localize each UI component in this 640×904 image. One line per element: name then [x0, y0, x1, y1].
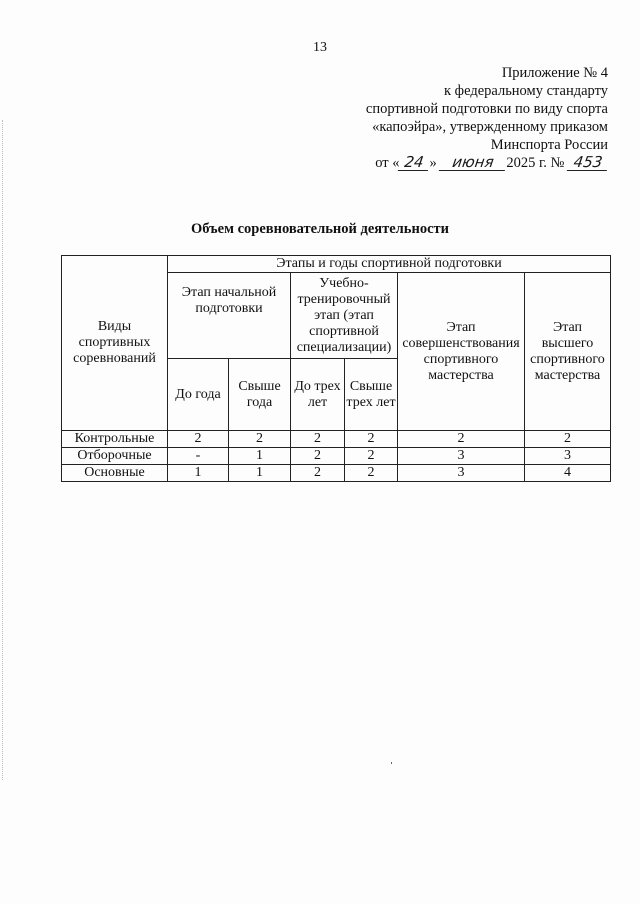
table-cell: 3 [398, 448, 525, 465]
table-cell: 2 [168, 431, 229, 448]
header-stage-higher: Этап высшего спортивного мастерства [525, 273, 611, 431]
header-stage-improvement: Этап совершенствования спортивного мастерства [398, 273, 525, 431]
row-name: Основные [62, 465, 168, 482]
order-month-handwritten: июня [439, 154, 507, 171]
subheader-up-to-three-years: До трех лет [291, 359, 345, 431]
appendix-line-1: Приложение № 4 [501, 65, 608, 81]
document-title: Объем соревновательной деятельности [191, 221, 449, 237]
table-cell: 2 [525, 431, 611, 448]
table-cell: 2 [345, 431, 398, 448]
header-competition-kinds: Виды спортивных соревнований [62, 256, 168, 431]
order-line [278, 154, 608, 172]
subheader-up-to-year: До года [168, 359, 229, 431]
row-name: Контрольные [62, 431, 168, 448]
row-name: Отборочные [62, 448, 168, 465]
table-cell: 2 [291, 465, 345, 482]
table-row [62, 465, 611, 482]
table-cell: 1 [229, 448, 291, 465]
header-stage-initial: Этап начальной подготовки [168, 273, 291, 359]
table-cell: 3 [525, 448, 611, 465]
order-day-handwritten: 24 [398, 154, 430, 171]
subheader-over-three-years: Свыше трех лет [345, 359, 398, 431]
page-number: 13 [313, 40, 327, 55]
table-cell: 2 [398, 431, 525, 448]
table-cell: 3 [398, 465, 525, 482]
competition-volume-table [61, 255, 611, 482]
appendix-line-3: спортивной подготовки по виду спорта [365, 101, 608, 117]
appendix-line-2: к федеральному стандарту [444, 83, 608, 99]
appendix-line-5: Минспорта России [490, 137, 608, 153]
table-cell: 2 [291, 448, 345, 465]
order-year: 2025 г. № [506, 155, 565, 171]
order-number-handwritten: 453 [567, 154, 609, 171]
table-row [62, 448, 611, 465]
table-cell: 2 [345, 465, 398, 482]
order-prefix: от « [375, 155, 400, 171]
table-row [62, 431, 611, 448]
header-stage-training: Учебно-тренировочный этап (этап спортивной специализации) [291, 273, 398, 359]
table-cell: 1 [168, 465, 229, 482]
table-cell: 2 [345, 448, 398, 465]
appendix-block [278, 64, 608, 172]
table-cell: 4 [525, 465, 611, 482]
scan-margin-marks [2, 120, 5, 780]
table-cell: 2 [229, 431, 291, 448]
scan-speck [391, 762, 392, 764]
table-cell: 2 [291, 431, 345, 448]
appendix-line-4: «капоэйра», утвержденному приказом [372, 119, 608, 135]
table-cell: - [168, 448, 229, 465]
header-stages: Этапы и годы спортивной подготовки [168, 256, 611, 273]
table-cell: 1 [229, 465, 291, 482]
order-mid: » [429, 155, 437, 171]
subheader-over-year: Свыше года [229, 359, 291, 431]
